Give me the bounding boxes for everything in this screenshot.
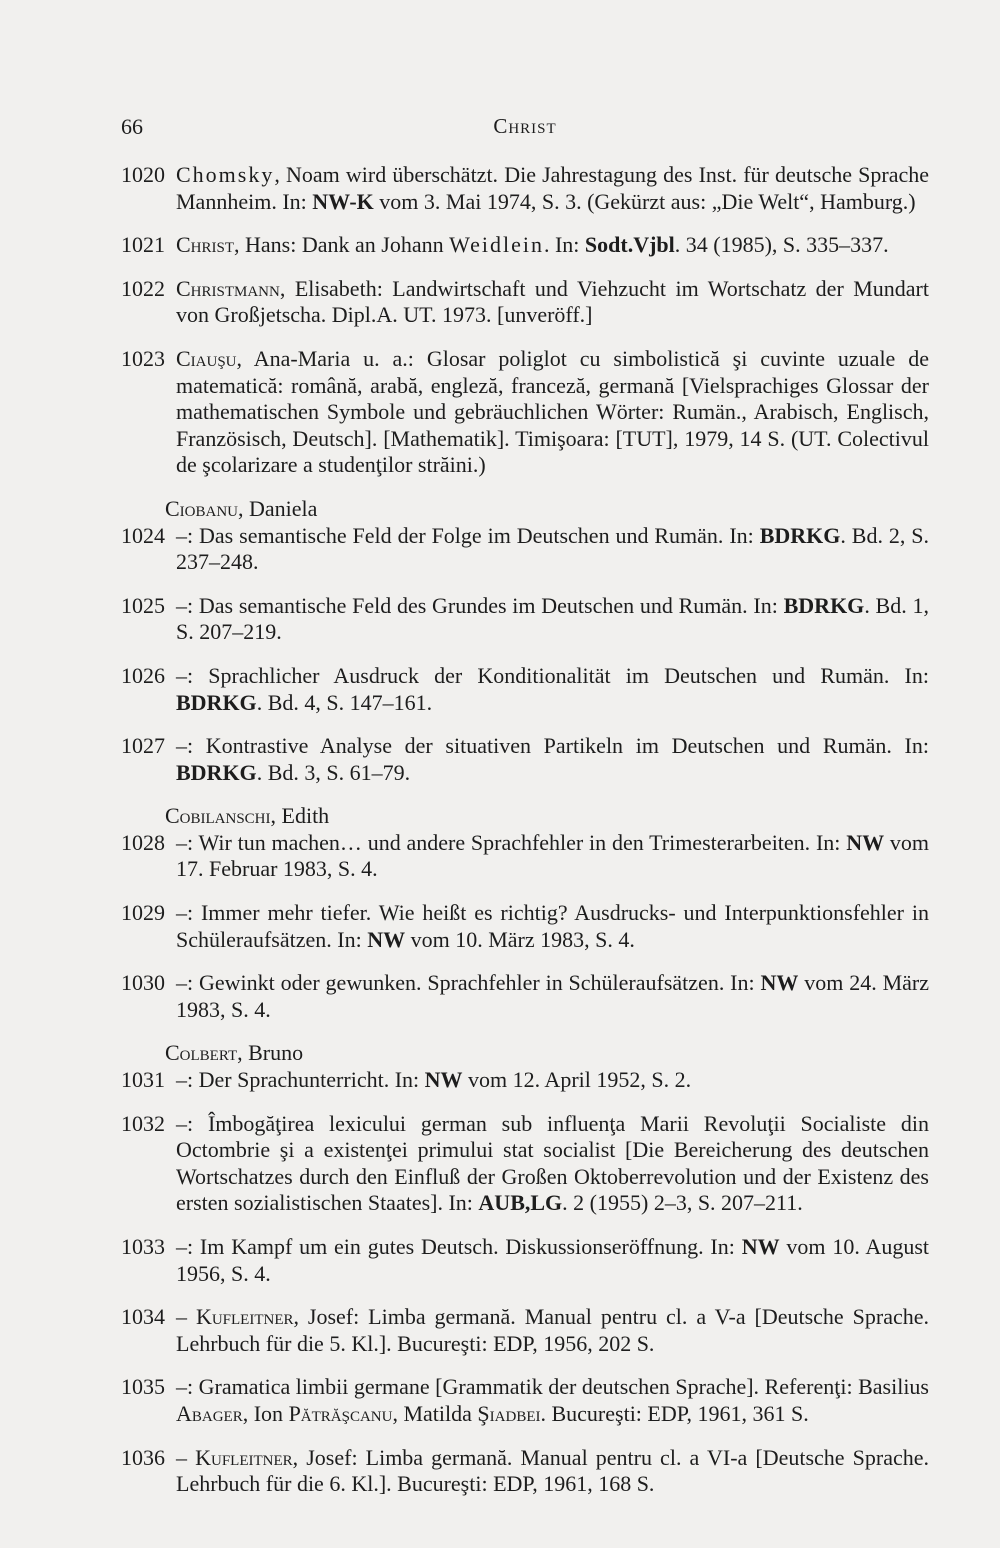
entry-text: vom 12. April 1952, S. 2. bbox=[462, 1067, 692, 1093]
entry-text: Christmann bbox=[176, 275, 280, 301]
entry-text: . Bd. 1, S. 207–219. bbox=[176, 592, 929, 645]
entry-number: 1035 bbox=[121, 1374, 165, 1400]
entry-text: –: Immer mehr tiefer. Wie heißt es richtig? Ausdrucks- und Interpunktionsfehler in Schüleraufsätzen. In: bbox=[176, 900, 929, 952]
entry-text: NW bbox=[846, 829, 885, 855]
entry-text: vom 17. Februar 1983, S. 4. bbox=[176, 829, 929, 882]
bibliography-entry bbox=[121, 733, 929, 786]
entry-text: –: Das semantische Feld des Grundes im Deutschen und Rumän. In: bbox=[176, 592, 784, 618]
entry-text: NW bbox=[367, 926, 406, 952]
entry-text: Weidlein bbox=[449, 232, 544, 258]
entry-text: vom 10. August 1956, S. 4. bbox=[176, 1234, 929, 1286]
page-number: 66 bbox=[121, 114, 143, 139]
author-name-part: Cobilanschi bbox=[165, 803, 271, 829]
entry-text: BDRKG bbox=[176, 759, 257, 785]
bibliography-entry bbox=[121, 970, 929, 1023]
entry-text: vom 10. März 1983, S. 4. bbox=[405, 926, 635, 952]
entry-text: –: Gramatica limbii germane [Grammatik der deutschen Sprache]. Referenţi: Basilius bbox=[176, 1374, 929, 1400]
entry-text: Abager bbox=[176, 1400, 243, 1426]
entry-text: . Bucureşti: EDP, 1961, 361 S. bbox=[540, 1400, 809, 1426]
entry-text: , Noam wird überschätzt. Die Jahrestagung des Inst. für deutsche Sprache Mannheim. In: bbox=[176, 162, 929, 214]
bibliography-entry bbox=[121, 162, 929, 215]
author-name-part: , Edith bbox=[270, 803, 330, 829]
bibliography-entry bbox=[121, 276, 929, 329]
entry-number: 1036 bbox=[121, 1444, 165, 1470]
bibliography-entry bbox=[121, 1111, 929, 1217]
bibliography-entry bbox=[121, 1374, 929, 1427]
entry-text: Kufleitner bbox=[195, 1444, 293, 1470]
entry-number: 1021 bbox=[121, 232, 165, 258]
entry-text: NW bbox=[424, 1067, 463, 1093]
author-name-part: , Bruno bbox=[237, 1040, 304, 1066]
entry-text: BDRKG bbox=[176, 689, 257, 715]
entry-text: , Josef: Limba germană. Manual pentru cl. a V-a [Deutsche Sprache. Lehrbuch für die 5. Kl.]. Bucureşti: EDP, 1956, 202 S. bbox=[176, 1304, 929, 1356]
author-heading bbox=[121, 496, 929, 523]
entry-text: –: Kontrastive Analyse der situativen Partikeln im Deutschen und Rumän. In: bbox=[176, 733, 929, 759]
author-name-part: , Daniela bbox=[238, 495, 318, 521]
entry-text: vom 3. Mai 1974, S. 3. (Gekürzt aus: „Die Welt“, Hamburg.) bbox=[373, 188, 916, 214]
entry-number: 1031 bbox=[121, 1067, 165, 1093]
entry-text: Ciauşu bbox=[176, 345, 237, 371]
bibliography-entry bbox=[121, 1445, 929, 1498]
entry-text: Christ bbox=[176, 232, 235, 258]
author-heading bbox=[121, 1040, 929, 1067]
entry-text: , Ion bbox=[242, 1400, 289, 1426]
entry-text: Chomsky bbox=[176, 162, 275, 187]
author-name-part: Colbert bbox=[165, 1040, 238, 1066]
entry-text: Sodt.Vjbl bbox=[584, 232, 675, 258]
entry-text: . Bd. 3, S. 61–79. bbox=[256, 759, 411, 785]
entry-text: NW bbox=[741, 1234, 780, 1259]
entry-text: BDRKG bbox=[759, 522, 841, 548]
entry-text: Pătrăşcanu bbox=[288, 1400, 393, 1426]
entry-number: 1029 bbox=[121, 900, 165, 926]
author-name-part: Ciobanu bbox=[165, 495, 239, 521]
entry-text: NW-K bbox=[312, 188, 374, 214]
entry-text: Kufleitner bbox=[195, 1304, 294, 1330]
running-head: Christ bbox=[493, 114, 557, 138]
bibliography-entry bbox=[121, 593, 929, 646]
bibliography-entry bbox=[121, 830, 929, 883]
bibliography-entry bbox=[121, 663, 929, 716]
entry-number: 1026 bbox=[121, 662, 165, 688]
entry-number: 1028 bbox=[121, 829, 165, 855]
bibliography-entries bbox=[121, 162, 929, 1498]
entry-text: –: Im Kampf um ein gutes Deutsch. Diskussionseröffnung. In: bbox=[176, 1234, 742, 1259]
entry-text: –: Wir tun machen… und andere Sprachfehler in den Trimesterarbeiten. In: bbox=[176, 829, 847, 855]
entry-text: –: Gewinkt oder gewunken. Sprachfehler in Schüleraufsätzen. In: bbox=[176, 970, 761, 996]
entry-number: 1033 bbox=[121, 1234, 165, 1259]
entry-text: BDRKG bbox=[783, 592, 865, 618]
entry-number: 1030 bbox=[121, 970, 165, 996]
entry-text: , Matilda bbox=[392, 1400, 478, 1426]
entry-number: 1022 bbox=[121, 275, 165, 301]
entry-text: –: Das semantische Feld der Folge im Deutschen und Rumän. In: bbox=[176, 522, 760, 548]
bibliography-entry bbox=[121, 232, 929, 259]
entry-text: –: Îmbogăţirea lexicului german sub influenţa Marii Revoluţii Socialiste din Octombrie şi a existenţei primului stat socialist [Die Bereicherung des deutschen Wortschatzes durch den Einfluß der Großen Oktoberrevolution und der Existenz des ersten sozialistischen Staates]. In: bbox=[176, 1110, 929, 1216]
bibliography-entry bbox=[121, 1304, 929, 1357]
entry-text: , Josef: Limba germană. Manual pentru cl. a VI-a [Deutsche Sprache. Lehrbuch für die 6. Kl.]. Bucureşti: EDP, 1961, 168 S. bbox=[176, 1444, 929, 1497]
author-heading bbox=[121, 803, 929, 830]
entry-text: . Bd. 2, S. 237–248. bbox=[176, 522, 929, 575]
entry-text: –: Sprachlicher Ausdruck der Konditionalität im Deutschen und Rumän. In: bbox=[176, 662, 929, 688]
entry-text: Şiadbei bbox=[477, 1400, 541, 1426]
entry-number: 1020 bbox=[121, 162, 165, 187]
entry-number: 1024 bbox=[121, 522, 165, 548]
bibliography-entry bbox=[121, 523, 929, 576]
entry-text: vom 24. März 1983, S. 4. bbox=[176, 970, 929, 1022]
entry-text: . Bd. 4, S. 147–161. bbox=[256, 689, 433, 715]
entry-number: 1025 bbox=[121, 592, 165, 618]
entry-text: – bbox=[176, 1444, 196, 1470]
entry-text: . In: bbox=[543, 232, 585, 258]
entry-text: NW bbox=[760, 970, 799, 996]
entry-text: . 2 (1955) 2–3, S. 207–211. bbox=[562, 1190, 803, 1216]
entry-text: –: Der Sprachunterricht. In: bbox=[176, 1067, 425, 1093]
entry-text: , Elisabeth: Landwirtschaft und Viehzucht im Wortschatz der Mundart von Großjetscha. Dipl.A. UT. 1973. [unveröff.] bbox=[176, 275, 929, 328]
entry-text: – bbox=[176, 1304, 196, 1330]
bibliography-entry bbox=[121, 346, 929, 479]
bibliography-entry bbox=[121, 1067, 929, 1094]
entry-text: AUB,LG bbox=[478, 1190, 563, 1216]
entry-text: . 34 (1985), S. 335–337. bbox=[674, 232, 889, 258]
entry-number: 1027 bbox=[121, 733, 165, 759]
bibliography-entry bbox=[121, 900, 929, 953]
bibliography-entry bbox=[121, 1234, 929, 1287]
entry-text: , Hans: Dank an Johann bbox=[234, 232, 450, 258]
entry-text: , Ana-Maria u. a.: Glosar poliglot cu simbolistică şi cuvinte uzuale de matematică: română, arabă, engleză, franceză, germană [Vielsprachiges Glossar der mathematischen Symbole und gebräuchlichen Wörter: Rumän., Arabisch, Englisch, Französisch, Deutsch]. [Mathematik]. Timişoara: [TUT], 1979, 14 S. (UT. Colectivul de şcolarizare a studenţilor străini.) bbox=[176, 345, 929, 478]
entry-number: 1034 bbox=[121, 1304, 165, 1330]
entry-number: 1032 bbox=[121, 1110, 165, 1136]
entry-number: 1023 bbox=[121, 345, 165, 371]
page-header bbox=[121, 114, 929, 148]
